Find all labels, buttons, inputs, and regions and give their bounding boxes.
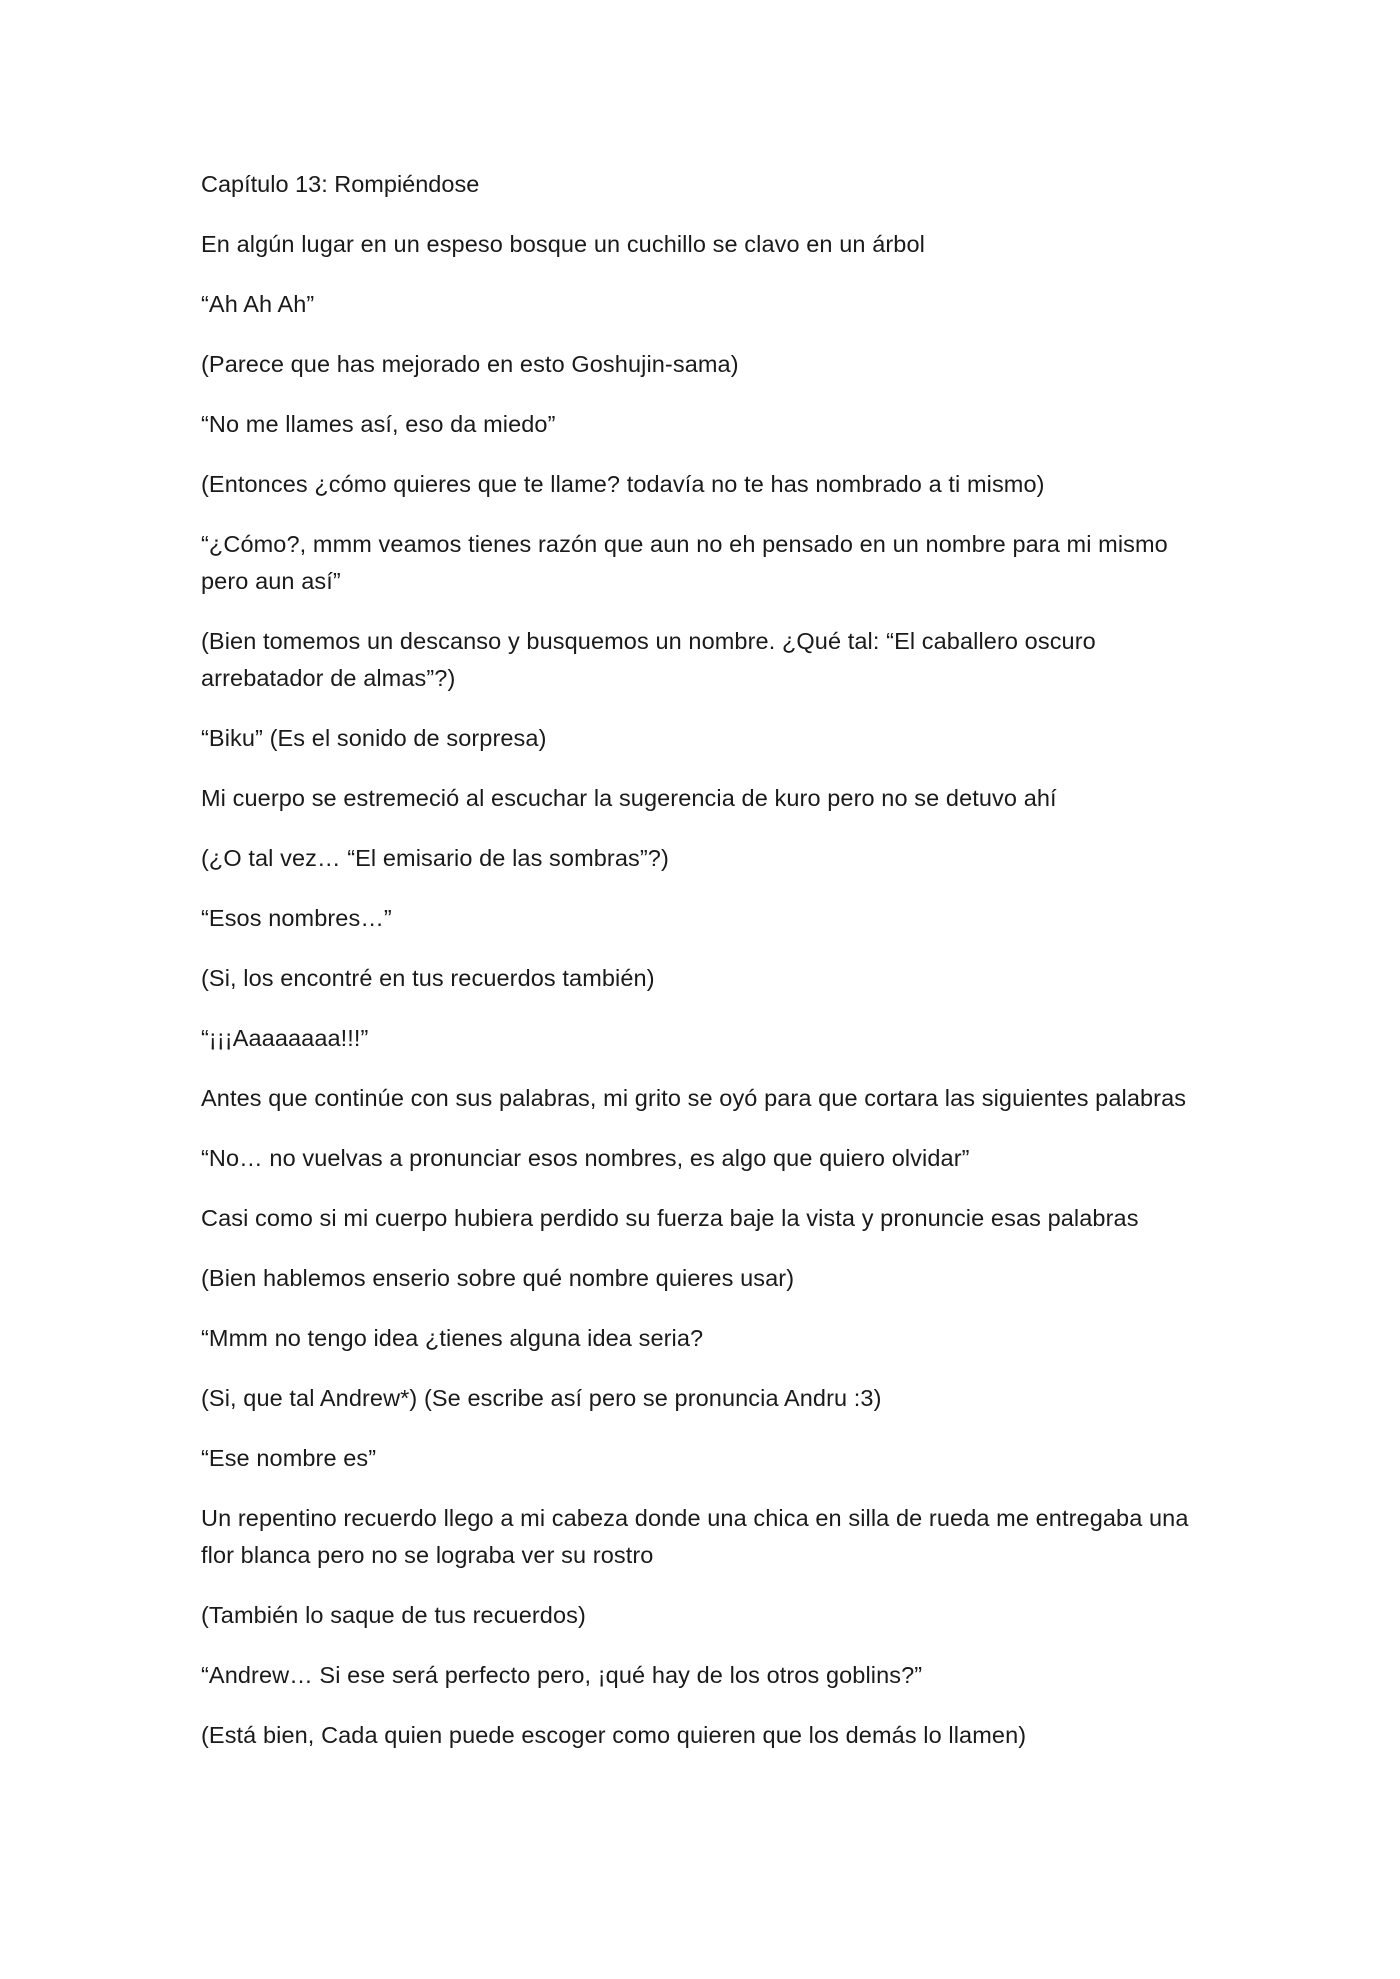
paragraph: (También lo saque de tus recuerdos): [201, 1602, 586, 1628]
paragraph: “¿Cómo?, mmm veamos tienes razón que aun no eh pensado en un nombre para mi mismo pero aun así”: [201, 531, 1168, 594]
paragraph: “Andrew… Si ese será perfecto pero, ¡qué hay de los otros goblins?”: [201, 1662, 923, 1688]
paragraph: (Bien hablemos enserio sobre qué nombre quieres usar): [201, 1265, 795, 1291]
paragraph: (Bien tomemos un descanso y busquemos un nombre. ¿Qué tal: “El caballero oscuro arrebatador de almas”?): [201, 628, 1096, 691]
paragraph: “Biku” (Es el sonido de sorpresa): [201, 725, 547, 751]
paragraph: (Si, que tal Andrew*) (Se escribe así pero se pronuncia Andru :3): [201, 1385, 882, 1411]
paragraph: En algún lugar en un espeso bosque un cuchillo se clavo en un árbol: [201, 231, 925, 257]
paragraph: (Si, los encontré en tus recuerdos también): [201, 965, 655, 991]
paragraph: Mi cuerpo se estremeció al escuchar la sugerencia de kuro pero no se detuvo ahí: [201, 785, 1057, 811]
paragraph: (¿O tal vez… “El emisario de las sombras”?): [201, 845, 669, 871]
paragraph: “Esos nombres…”: [201, 905, 392, 931]
paragraph: (Está bien, Cada quien puede escoger como quieren que los demás lo llamen): [201, 1722, 1027, 1748]
paragraph: “¡¡¡Aaaaaaaa!!!”: [201, 1025, 369, 1051]
paragraph: “Ese nombre es”: [201, 1445, 377, 1471]
paragraph: “No… no vuelvas a pronunciar esos nombres, es algo que quiero olvidar”: [201, 1145, 970, 1171]
paragraph: Antes que continúe con sus palabras, mi grito se oyó para que cortara las siguientes palabras: [201, 1085, 1187, 1111]
paragraph: “Ah Ah Ah”: [201, 291, 315, 317]
document-body: [201, 166, 1201, 1777]
paragraph: “Mmm no tengo idea ¿tienes alguna idea seria?: [201, 1325, 704, 1351]
paragraph: “No me llames así, eso da miedo”: [201, 411, 556, 437]
paragraph: Un repentino recuerdo llego a mi cabeza donde una chica en silla de rueda me entregaba una flor blanca pero no se lograba ver su rostro: [201, 1505, 1189, 1568]
paragraph: (Entonces ¿cómo quieres que te llame? todavía no te has nombrado a ti mismo): [201, 471, 1045, 497]
chapter-title: Capítulo 13: Rompiéndose: [201, 171, 480, 197]
paragraph: Casi como si mi cuerpo hubiera perdido su fuerza baje la vista y pronuncie esas palabras: [201, 1205, 1139, 1231]
paragraph: (Parece que has mejorado en esto Goshujin-sama): [201, 351, 739, 377]
